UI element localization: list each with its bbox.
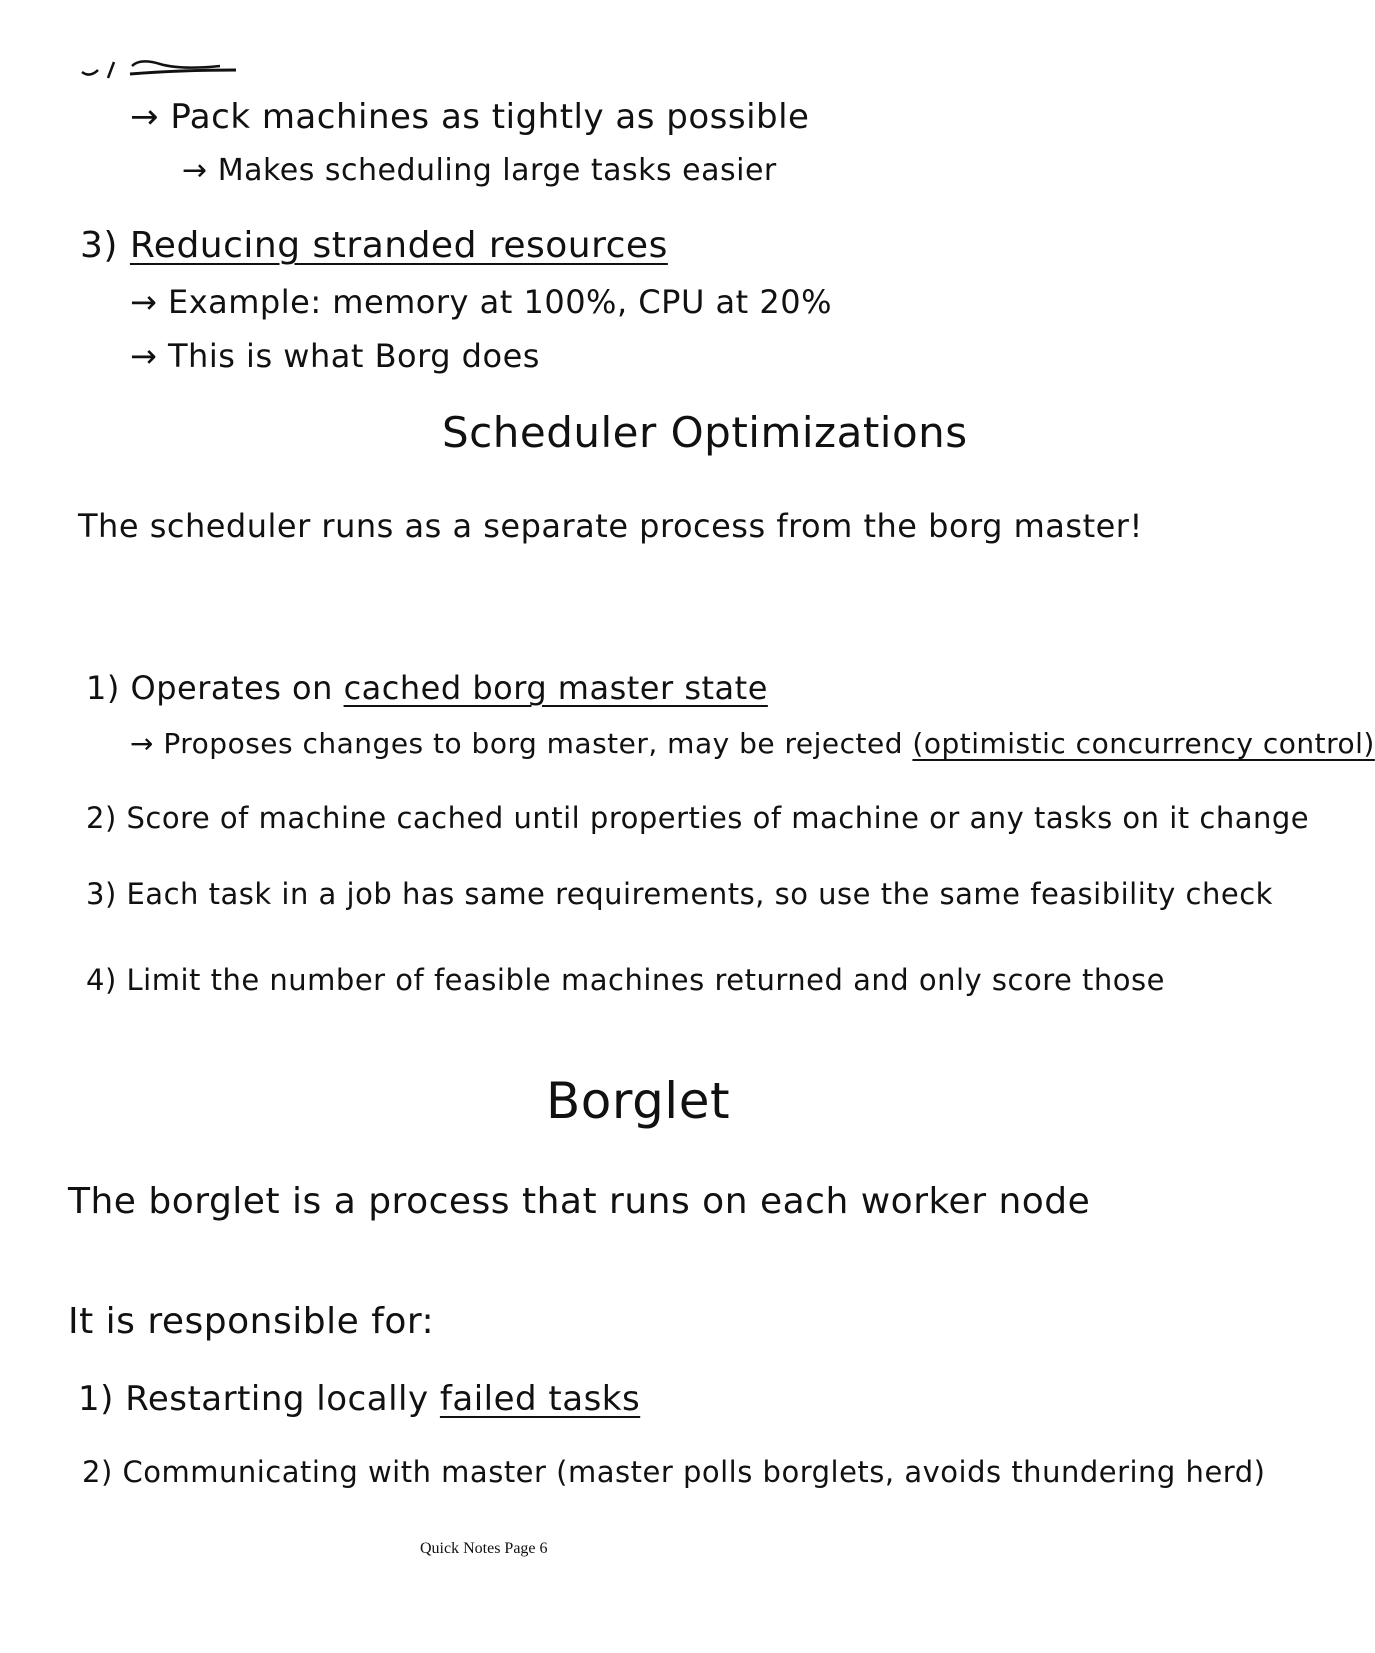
stranded-point-1-text: Example: memory at 100%, CPU at 20%	[167, 283, 832, 321]
arrow-icon: →	[182, 153, 208, 188]
page-footer: Quick Notes Page 6	[420, 1540, 548, 1557]
borglet-heading: Borglet	[546, 1072, 731, 1130]
borglet-item-1-underlined: failed tasks	[439, 1379, 641, 1419]
scheduler-item-1-underlined: cached borg master state	[343, 669, 768, 707]
stranded-point-2	[130, 337, 540, 375]
scheduler-item-4	[86, 963, 1166, 997]
borglet-item-1-number: 1)	[78, 1379, 114, 1419]
borglet-item-2	[82, 1455, 1266, 1489]
packing-point	[130, 97, 810, 137]
stranded-point-2-text: This is what Borg does	[167, 337, 540, 375]
borglet-item-2-text: Communicating with master (master polls borglets, avoids thundering herd)	[122, 1455, 1266, 1489]
cropped-heading-fragment	[70, 52, 270, 82]
scheduler-item-2-text: Score of machine cached until properties of machine or any tasks on it change	[126, 801, 1310, 835]
arrow-icon: →	[130, 337, 158, 375]
scheduler-item-4-number: 4)	[86, 963, 117, 997]
stranded-point-1	[130, 283, 832, 321]
arrow-icon: →	[130, 727, 154, 760]
scheduler-item-2	[86, 801, 1310, 835]
arrow-icon: →	[130, 97, 159, 137]
stranded-heading	[80, 225, 668, 266]
borglet-item-2-number: 2)	[82, 1455, 113, 1489]
scheduler-item-4-text: Limit the number of feasible machines returned and only score those	[126, 963, 1166, 997]
scheduler-item-3-text: Each task in a job has same requirements, so use the same feasibility check	[126, 877, 1273, 911]
stranded-number: 3)	[80, 225, 118, 266]
borglet-item-1-prefix: Restarting locally	[125, 1379, 440, 1419]
scheduler-item-1-sub-underlined: (optimistic concurrency control)	[912, 727, 1375, 760]
scheduler-item-3-number: 3)	[86, 877, 117, 911]
packing-sub-point-text: Makes scheduling large tasks easier	[217, 153, 777, 188]
borglet-responsible: It is responsible for:	[68, 1301, 435, 1342]
scheduler-item-3	[86, 877, 1273, 911]
scheduler-item-1-number: 1)	[86, 669, 120, 707]
scheduler-item-1	[86, 669, 768, 707]
scheduler-intro: The scheduler runs as a separate process from the borg master!	[78, 507, 1143, 545]
borglet-item-1	[78, 1379, 641, 1419]
stranded-title: Reducing stranded resources	[129, 225, 668, 266]
arrow-icon: →	[130, 283, 158, 321]
scheduler-heading: Scheduler Optimizations	[442, 408, 968, 457]
packing-point-text: Pack machines as tightly as possible	[170, 97, 810, 137]
scheduler-item-1-prefix: Operates on	[130, 669, 344, 707]
scheduler-item-1-sub	[130, 727, 1375, 760]
packing-sub-point	[182, 153, 777, 188]
borglet-intro: The borglet is a process that runs on each worker node	[68, 1181, 1091, 1222]
scheduler-item-1-sub-prefix: Proposes changes to borg master, may be rejected	[163, 727, 913, 760]
scheduler-item-2-number: 2)	[86, 801, 117, 835]
